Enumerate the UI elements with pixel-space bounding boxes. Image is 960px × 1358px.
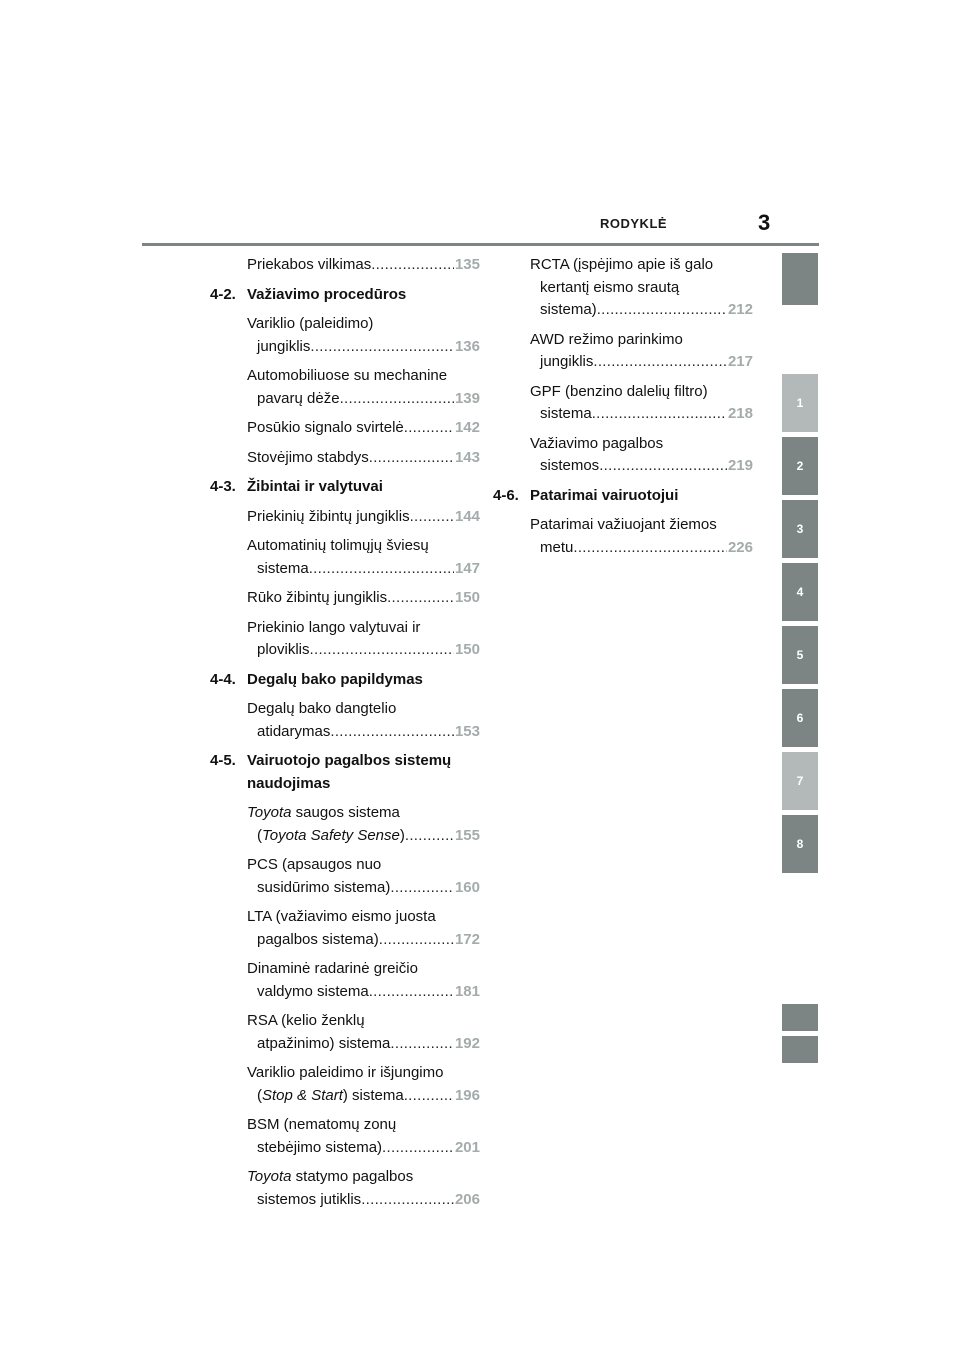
page-ref[interactable]: 212 <box>727 301 753 318</box>
page-ref[interactable]: 155 <box>454 826 480 844</box>
page-ref[interactable]: 142 <box>454 419 480 436</box>
toc-entry[interactable]: Degalų bako dangtelio atidarymas ..... 153 <box>247 698 480 743</box>
page-ref[interactable]: 218 <box>727 405 753 422</box>
side-tab-8[interactable]: 8 <box>782 815 818 873</box>
toc-entry[interactable]: Važiavimo pagalbos sistemos ..... 219 <box>530 433 753 478</box>
side-tab-7[interactable]: 7 <box>782 752 818 810</box>
section-heading: 4-2. Važiavimo procedūros <box>210 285 407 303</box>
page-ref[interactable]: 147 <box>454 559 480 577</box>
toc-entry[interactable]: Priekinio lango valytuvai ir ploviklis ..... 150 <box>247 617 480 662</box>
toc-entry[interactable]: Posūkio signalo svirtelė ..... 142 <box>247 417 480 440</box>
toc-entry[interactable]: Automobiliuose su mechanine pavarų dėže ..... 139 <box>247 365 480 410</box>
toc-entry[interactable]: Stovėjimo stabdys ..... 143 <box>247 447 480 470</box>
toc-entry[interactable]: GPF (benzino dalelių filtro) sistema ..... 218 <box>530 381 753 426</box>
toc-entry[interactable]: AWD režimo parinkimo jungiklis ..... 217 <box>530 329 753 374</box>
header-divider <box>142 243 819 246</box>
page-ref[interactable]: 219 <box>727 457 753 474</box>
side-tab-5[interactable]: 5 <box>782 626 818 684</box>
side-tab-current <box>782 253 818 305</box>
page-ref[interactable]: 144 <box>454 507 480 525</box>
side-tab-2[interactable]: 2 <box>782 437 818 495</box>
toc-entry[interactable]: PCS (apsaugos nuo susidūrimo sistema) ..... 160 <box>247 854 480 899</box>
toc-entry[interactable]: Automatinių tolimųjų šviesų sistema ..... 147 <box>247 535 480 580</box>
toc-entry[interactable]: RCTA (įspėjimo apie iš galo kertantį eismo srautą sistema) ..... 212 <box>530 254 753 322</box>
toc-entry[interactable]: Priekabos vilkimas ..... 135 <box>247 254 480 277</box>
page-ref[interactable]: 143 <box>454 448 480 466</box>
toc-entry[interactable]: LTA (važiavimo eismo juosta pagalbos sistema) ..... 172 <box>247 906 480 951</box>
page-ref[interactable]: 150 <box>454 589 480 606</box>
toc-entry[interactable]: Variklio (paleidimo) jungiklis ..... 136 <box>247 313 480 358</box>
section-heading: 4-3. Žibintai ir valytuvai <box>210 478 383 495</box>
section-heading: 4-5. Vairuotojo pagalbos sistemų naudojimas <box>210 752 452 792</box>
page-ref[interactable]: 172 <box>454 930 480 948</box>
page-ref[interactable]: 136 <box>454 337 480 355</box>
running-header-title: RODYKLĖ <box>600 216 668 231</box>
toc-entry[interactable]: Toyota statymo pagalbos sistemos jutiklis ..... 206 <box>247 1166 480 1211</box>
page-ref[interactable]: 181 <box>454 982 480 1000</box>
page-ref[interactable]: 196 <box>454 1086 480 1104</box>
side-tab-index[interactable] <box>782 1004 818 1031</box>
toc-entry[interactable]: Toyota saugos sistema (Toyota Safety Sense) ..... 155 <box>247 802 480 847</box>
page-ref[interactable]: 139 <box>454 389 480 407</box>
page-ref[interactable]: 150 <box>454 641 480 658</box>
section-heading: 4-6. Patarimai vairuotojui <box>493 486 679 504</box>
page-ref[interactable]: 160 <box>454 878 480 896</box>
page-ref[interactable]: 192 <box>454 1034 480 1052</box>
side-tab-1[interactable]: 1 <box>782 374 818 432</box>
page-ref[interactable]: 153 <box>454 722 480 740</box>
page-number: 3 <box>758 210 771 235</box>
side-tab-3[interactable]: 3 <box>782 500 818 558</box>
section-heading: 4-4. Degalų bako papildymas <box>210 670 423 688</box>
toc-entry[interactable]: RSA (kelio ženklų atpažinimo) sistema ..... 192 <box>247 1010 480 1055</box>
page-ref[interactable]: 206 <box>454 1190 480 1208</box>
toc-right-column <box>493 254 753 566</box>
side-tab-end[interactable] <box>782 1036 818 1063</box>
toc-entry[interactable]: Dinaminė radarinė greičio valdymo sistema ..... 181 <box>247 958 480 1003</box>
toc-entry[interactable]: Patarimai važiuojant žiemos metu ..... 226 <box>530 514 753 559</box>
toc-entry[interactable]: Rūko žibintų jungiklis ..... 150 <box>247 587 480 610</box>
page-ref[interactable]: 226 <box>727 538 753 556</box>
toc-left-column <box>210 254 480 1218</box>
page-ref[interactable]: 135 <box>454 256 480 273</box>
side-tab-6[interactable]: 6 <box>782 689 818 747</box>
side-tab-4[interactable]: 4 <box>782 563 818 621</box>
toc-entry[interactable]: Variklio paleidimo ir išjungimo (Stop & Start) sistema ..... 196 <box>247 1062 480 1107</box>
page-ref[interactable]: 217 <box>727 353 753 370</box>
toc-entry[interactable]: Priekinių žibintų jungiklis ..... 144 <box>247 506 480 529</box>
page-ref[interactable]: 201 <box>454 1138 480 1156</box>
toc-entry[interactable]: BSM (nematomų zonų stebėjimo sistema) ..... 201 <box>247 1114 480 1159</box>
